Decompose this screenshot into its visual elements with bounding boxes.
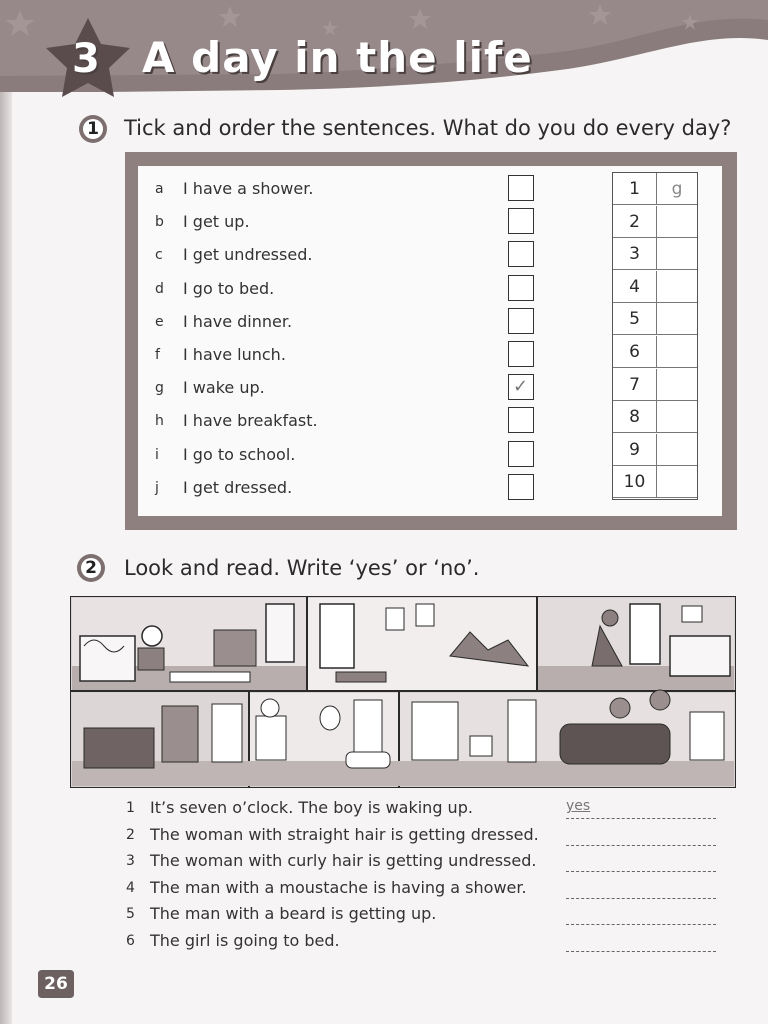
statement-row xyxy=(126,904,726,928)
statement-text: The girl is going to bed. xyxy=(150,931,340,950)
order-number: 9 xyxy=(613,434,657,466)
sentence-row xyxy=(155,442,485,470)
answer-line[interactable] xyxy=(566,798,716,819)
statement-number: 3 xyxy=(126,853,135,870)
order-row xyxy=(613,434,697,467)
sentence-row xyxy=(155,309,485,337)
order-row xyxy=(613,271,697,304)
statement-number: 6 xyxy=(126,933,135,949)
statement-text: The woman with straight hair is getting dressed. xyxy=(150,824,539,844)
statement-number: 4 xyxy=(126,879,135,896)
order-answer-cell[interactable] xyxy=(657,336,697,368)
order-number: 5 xyxy=(613,303,657,335)
tick-checkbox[interactable] xyxy=(508,341,534,367)
sentence-letter: e xyxy=(155,314,164,330)
order-answer-cell[interactable] xyxy=(657,401,697,433)
exercise-1-instruction: Tick and order the sentences. What do you do every day? xyxy=(124,116,732,140)
sentence-row xyxy=(155,176,485,204)
tick-checkbox[interactable] xyxy=(508,175,534,201)
order-answer-cell[interactable] xyxy=(657,466,697,498)
sentence-text: I get undressed. xyxy=(183,245,313,264)
statement-row xyxy=(126,798,726,822)
page-number: 26 xyxy=(44,974,68,994)
sentence-text: I wake up. xyxy=(183,378,265,397)
sentence-text: I go to school. xyxy=(183,445,296,464)
statement-row xyxy=(126,825,726,849)
statement-row xyxy=(126,878,726,902)
order-answer-cell[interactable] xyxy=(657,238,697,270)
order-row xyxy=(613,369,697,402)
order-row xyxy=(613,466,697,499)
exercise-1-number: 1 xyxy=(87,119,99,139)
sentence-row xyxy=(155,209,485,237)
tick-checkbox[interactable] xyxy=(508,208,534,234)
order-number: 10 xyxy=(613,466,657,498)
exercise-2-badge xyxy=(76,553,106,583)
answer-line[interactable] xyxy=(566,829,716,846)
sentence-row xyxy=(155,475,485,503)
order-row xyxy=(613,336,697,369)
order-answer-cell[interactable] xyxy=(657,271,697,303)
sentence-letter: h xyxy=(155,413,164,429)
order-grid xyxy=(612,172,698,500)
statement-number: 1 xyxy=(126,800,135,816)
sentence-text: I have a shower. xyxy=(183,179,314,198)
sentence-text: I get up. xyxy=(183,212,250,231)
tick-checkbox[interactable] xyxy=(508,241,534,267)
order-number: 2 xyxy=(613,206,657,238)
tick-mark-icon: ✓ xyxy=(512,376,529,397)
sentence-letter: b xyxy=(155,214,164,230)
sentence-row xyxy=(155,242,485,270)
statement-number: 2 xyxy=(126,826,135,843)
sentence-letter: j xyxy=(155,480,159,496)
sentence-letter: f xyxy=(155,347,160,363)
answer-line[interactable] xyxy=(566,908,716,925)
answer-line[interactable] xyxy=(566,855,716,872)
page-number-badge xyxy=(36,966,76,1002)
order-row xyxy=(613,401,697,434)
order-answer-cell[interactable] xyxy=(657,303,697,335)
order-number: 4 xyxy=(613,271,657,303)
order-row xyxy=(613,238,697,271)
page-spine-shadow xyxy=(0,0,12,1024)
sentence-text: I have dinner. xyxy=(183,312,293,331)
order-answer-cell[interactable]: g xyxy=(657,173,697,205)
tick-checkbox[interactable] xyxy=(508,407,534,433)
statement-text: It’s seven o’clock. The boy is waking up. xyxy=(150,798,473,817)
order-number: 8 xyxy=(613,401,657,433)
sentence-text: I get dressed. xyxy=(183,478,293,497)
answer-line[interactable] xyxy=(566,935,716,952)
tick-checkbox[interactable] xyxy=(508,474,534,500)
order-number: 1 xyxy=(613,173,657,205)
statement-text: The man with a moustache is having a shower. xyxy=(150,877,527,897)
house-illustration xyxy=(70,596,736,788)
unit-title: A day in the life xyxy=(142,33,533,82)
statement-text: The man with a beard is getting up. xyxy=(150,904,437,924)
tick-checkbox[interactable] xyxy=(508,374,534,400)
statement-row xyxy=(126,851,726,875)
sentence-letter: a xyxy=(155,181,164,197)
order-answer-cell[interactable] xyxy=(657,369,697,401)
sentence-row xyxy=(155,342,485,370)
order-row xyxy=(613,173,697,206)
sentence-letter: i xyxy=(155,447,159,463)
sentence-row xyxy=(155,408,485,436)
exercise-2-number: 2 xyxy=(85,558,97,578)
order-number: 7 xyxy=(613,369,657,401)
sentence-text: I have lunch. xyxy=(183,345,286,364)
tick-checkbox[interactable] xyxy=(508,275,534,301)
sentence-row xyxy=(155,375,485,403)
order-answer-cell[interactable] xyxy=(657,206,697,238)
statement-text: The woman with curly hair is getting undressed. xyxy=(150,851,537,871)
order-row xyxy=(613,206,697,239)
sentence-letter: d xyxy=(155,281,164,297)
answer-line[interactable] xyxy=(566,882,716,899)
exercise-2-instruction: Look and read. Write ‘yes’ or ‘no’. xyxy=(124,556,480,580)
sentence-letter: c xyxy=(155,247,163,263)
sentence-letter: g xyxy=(155,380,164,396)
sentence-text: I have breakfast. xyxy=(183,411,318,430)
order-row xyxy=(613,303,697,336)
answer-text: yes xyxy=(566,798,591,814)
statement-row xyxy=(126,931,726,955)
tick-checkbox[interactable] xyxy=(508,441,534,467)
order-number: 6 xyxy=(613,336,657,368)
order-number: 3 xyxy=(613,238,657,270)
unit-number: 3 xyxy=(72,36,100,82)
order-answer-cell[interactable] xyxy=(657,434,697,466)
tick-checkbox[interactable] xyxy=(508,308,534,334)
exercise-1-badge xyxy=(78,114,108,144)
sentence-text: I go to bed. xyxy=(183,279,275,298)
sentence-row xyxy=(155,276,485,304)
statement-number: 5 xyxy=(126,906,135,923)
